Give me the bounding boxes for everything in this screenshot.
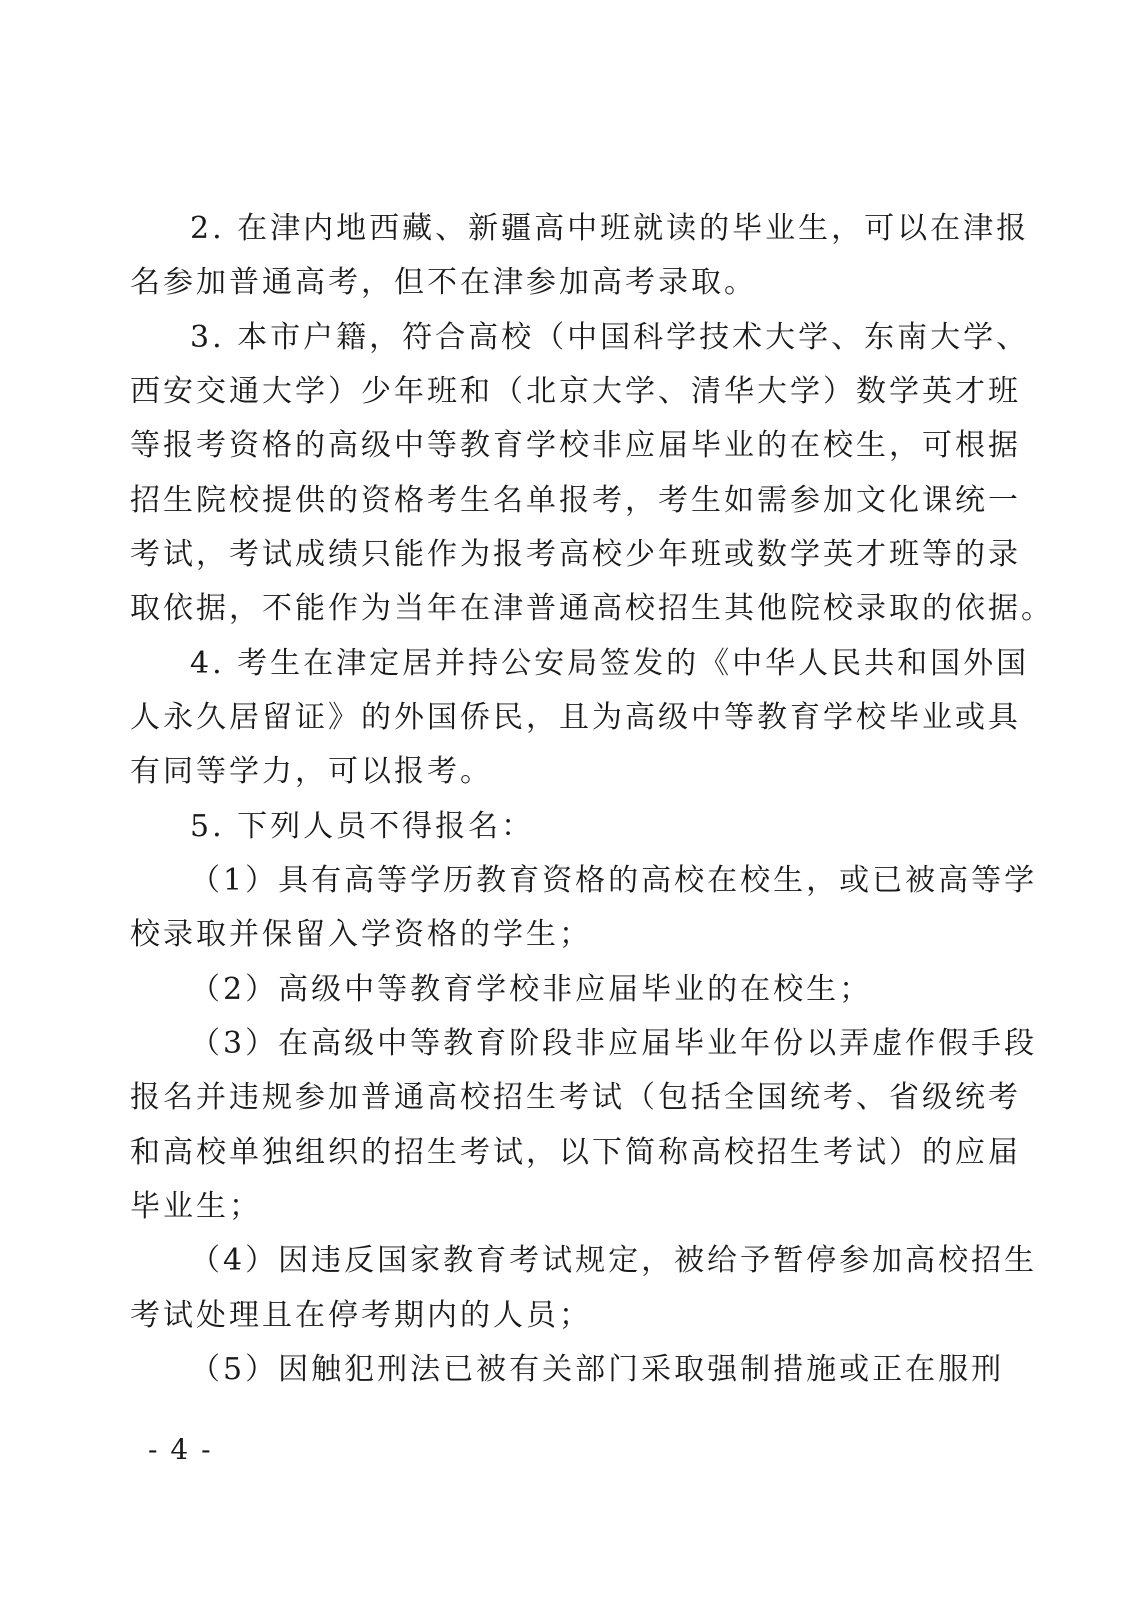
text-line: （4）因违反国家教育考试规定，被给予暂停参加高校招生 [190,1243,1038,1278]
text-line: （2）高级中等教育学校非应届毕业的在校生； [190,972,873,1007]
text-line: 招生院校提供的资格考生名单报考，考生如需参加文化课统一 [130,483,1021,518]
text-line: （5）因触犯刑法已被有关部门采取强制措施或正在服刑 [190,1352,1005,1387]
text-line: 人永久居留证》的外国侨民，且为高级中等教育学校毕业或具 [130,700,1021,735]
text-line: 等报考资格的高级中等教育学校非应届毕业的在校生，可根据 [130,428,1021,463]
text-line: 2. 在津内地西藏、新疆高中班就读的毕业生，可以在津报 [190,211,1030,246]
text-line: 毕业生； [130,1189,262,1224]
text-line: （3）在高级中等教育阶段非应届毕业年份以弄虚作假手段 [190,1026,1038,1061]
text-line: （1）具有高等学历教育资格的高校在校生，或已被高等学 [190,863,1038,898]
text-line: 5. 下列人员不得报名： [190,809,535,844]
text-line: 考试处理且在停考期内的人员； [130,1298,592,1333]
text-line: 取依据，不能作为当年在津普通高校招生其他院校录取的依据。 [130,591,1054,626]
text-line: 和高校单独组织的招生考试，以下简称高校招生考试）的应届 [130,1135,1021,1170]
text-line: 4. 考生在津定居并持公安局签发的《中华人民共和国外国 [190,646,1030,681]
text-line: 有同等学力，可以报考。 [130,754,493,789]
text-line: 3. 本市户籍，符合高校（中国科学技术大学、东南大学、 [190,320,1030,355]
text-line: 名参加普通高考，但不在津参加高考录取。 [130,265,757,300]
text-line: 校录取并保留入学资格的学生； [130,917,592,952]
text-line: 西安交通大学）少年班和（北京大学、清华大学）数学英才班 [130,374,1021,409]
text-line: 报名并违规参加普通高校招生考试（包括全国统考、省级统考 [130,1080,1021,1115]
text-line: 考试，考试成绩只能作为报考高校少年班或数学英才班等的录 [130,537,1021,572]
page-number: - 4 - [148,1433,213,1466]
